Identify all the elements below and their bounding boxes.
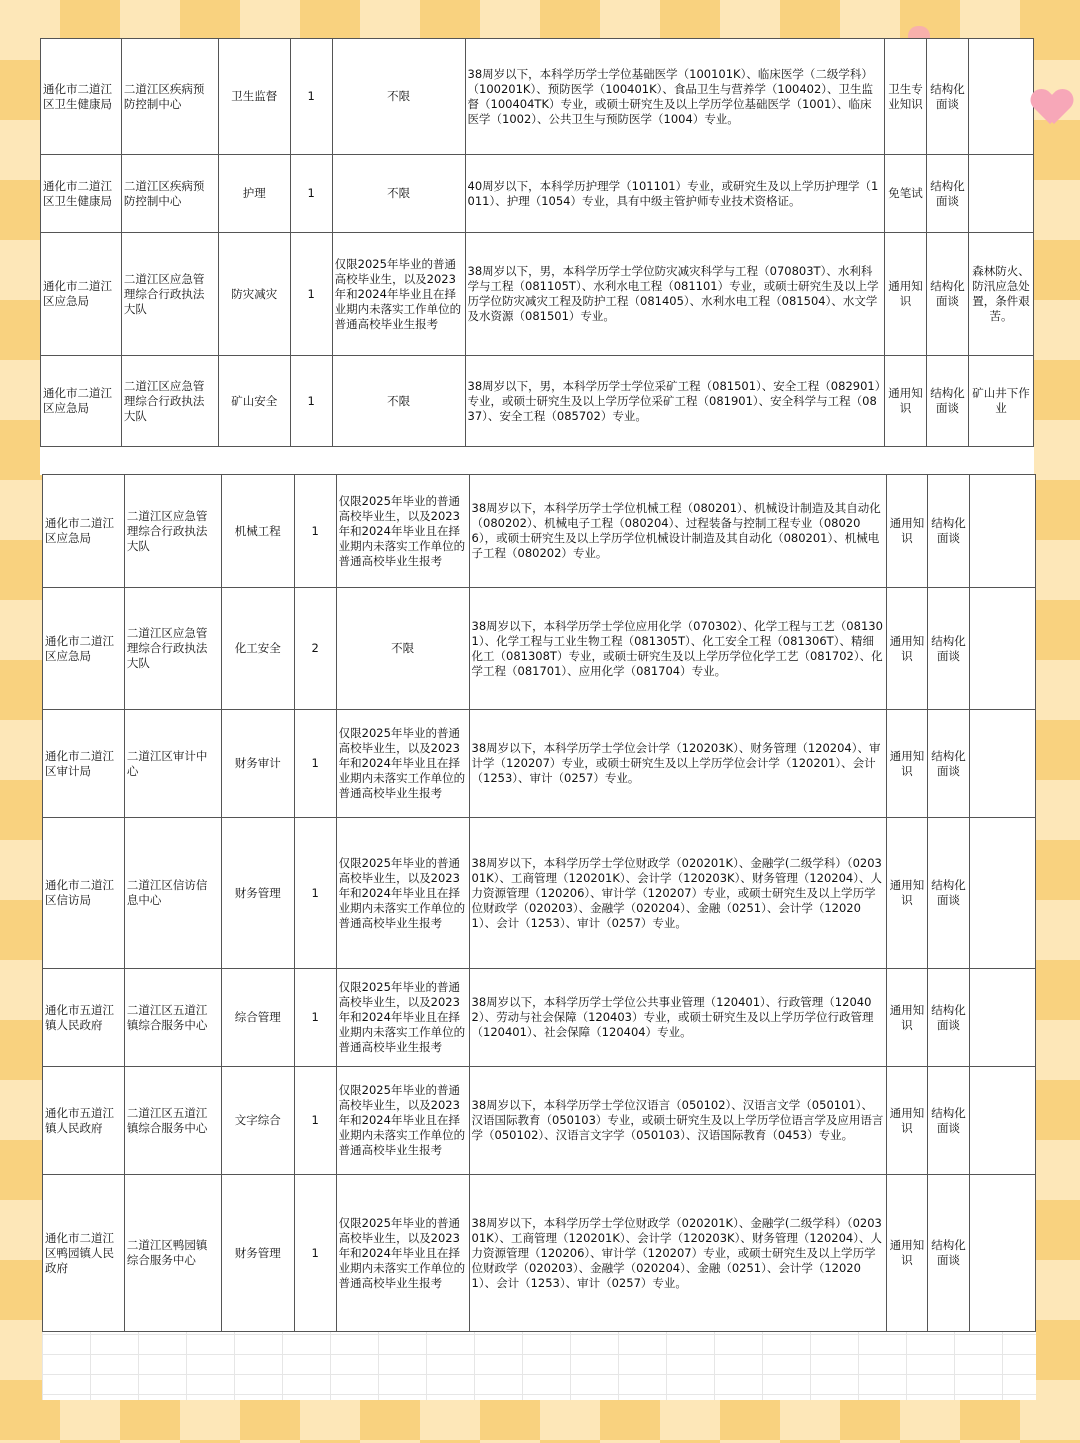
- scope-cell: 仅限2025年毕业的普通高校毕业生，以及2023年和2024年毕业且在择业期内未落实工作单位的普通高校毕业生报考: [336, 475, 469, 588]
- exam-cell: 卫生专业知识: [885, 39, 927, 155]
- unit-cell: 二道江区五道江镇综合服务中心: [124, 1067, 221, 1175]
- dept-cell: 通化市二道江区审计局: [43, 710, 125, 818]
- note-cell: [970, 475, 1036, 588]
- count-cell: 1: [290, 356, 332, 447]
- scope-cell: 不限: [336, 588, 469, 710]
- table-row: [41, 356, 1034, 447]
- count-cell: 1: [294, 818, 336, 969]
- post-cell: 化工安全: [221, 588, 294, 710]
- interview-cell: 结构化面谈: [927, 233, 969, 356]
- count-cell: 1: [290, 155, 332, 233]
- exam-cell: 通用知识: [887, 710, 928, 818]
- note-cell: [968, 155, 1033, 233]
- count-cell: 1: [294, 710, 336, 818]
- dept-cell: 通化市二道江区应急局: [41, 233, 122, 356]
- table-sheet-top: [40, 38, 1034, 475]
- table-row: [43, 818, 1036, 969]
- note-cell: 矿山井下作业: [968, 356, 1033, 447]
- dept-cell: 通化市二道江区鸭园镇人民政府: [43, 1175, 125, 1332]
- requirement-cell: 40周岁以下，本科学历护理学（101101）专业，或研究生及以上学历护理学（1011）、护理（1054）专业，具有中级主管护师专业技术资格证。: [465, 155, 885, 233]
- note-cell: [970, 969, 1036, 1067]
- dept-cell: 通化市二道江区信访局: [43, 818, 125, 969]
- requirement-cell: 38周岁以下，本科学历学士学位机械工程（080201）、机械设计制造及其自动化（080202）、机械电子工程（080204）、过程装备与控制工程专业（080206），或硕士研究生及以上学历学位机械设计制造及其自动化（080201）、机械电子工程（080202）专业。: [469, 475, 887, 588]
- interview-cell: 结构化面谈: [928, 969, 970, 1067]
- count-cell: 1: [294, 475, 336, 588]
- interview-cell: 结构化面谈: [928, 710, 970, 818]
- note-cell: [968, 39, 1033, 155]
- table-row: [43, 1067, 1036, 1175]
- post-cell: 护理: [218, 155, 290, 233]
- unit-cell: 二道江区应急管理综合行政执法大队: [124, 588, 221, 710]
- scope-cell: 不限: [332, 155, 465, 233]
- note-cell: [970, 588, 1036, 710]
- count-cell: 1: [294, 969, 336, 1067]
- table-row: [43, 969, 1036, 1067]
- exam-cell: 通用知识: [887, 969, 928, 1067]
- requirement-cell: 38周岁以下，男，本科学历学士学位采矿工程（081501）、安全工程（082901）专业，或硕士研究生及以上学历学位采矿工程（081901）、安全科学与工程（0837）、安全工程（085702）专业。: [465, 356, 885, 447]
- count-cell: 1: [294, 1175, 336, 1332]
- post-cell: 矿山安全: [218, 356, 290, 447]
- scope-cell: 仅限2025年毕业的普通高校毕业生，以及2023年和2024年毕业且在择业期内未落实工作单位的普通高校毕业生报考: [336, 818, 469, 969]
- interview-cell: 结构化面谈: [928, 1067, 970, 1175]
- scope-cell: 仅限2025年毕业的普通高校毕业生，以及2023年和2024年毕业且在择业期内未落实工作单位的普通高校毕业生报考: [336, 710, 469, 818]
- post-cell: 综合管理: [221, 969, 294, 1067]
- interview-cell: 结构化面谈: [928, 475, 970, 588]
- table-row: [41, 155, 1034, 233]
- dept-cell: 通化市二道江区卫生健康局: [41, 39, 122, 155]
- unit-cell: 二道江区应急管理综合行政执法大队: [124, 475, 221, 588]
- dept-cell: 通化市二道江区应急局: [43, 475, 125, 588]
- note-cell: [970, 1067, 1036, 1175]
- post-cell: 文字综合: [221, 1067, 294, 1175]
- scope-cell: 仅限2025年毕业的普通高校毕业生，以及2023年和2024年毕业且在择业期内未落实工作单位的普通高校毕业生报考: [336, 1067, 469, 1175]
- exam-cell: 通用知识: [887, 818, 928, 969]
- post-cell: 机械工程: [221, 475, 294, 588]
- requirement-cell: 38周岁以下，男，本科学历学士学位防灾减灾科学与工程（070803T）、水利科学与工程（081105T）、水利水电工程（081101）专业，或硕士研究生及以上学历学位防灾减灾工程及防护工程（081405）、水利水电工程（081504）、水文学及水资源（081501）专业。: [465, 233, 885, 356]
- unit-cell: 二道江区鸭园镇综合服务中心: [124, 1175, 221, 1332]
- requirement-cell: 38周岁以下，本科学历学士学位公共事业管理（120401）、行政管理（120402）、劳动与社会保障（120403）专业，或硕士研究生及以上学历学位行政管理（120401）、社会保障（120404）专业。: [469, 969, 887, 1067]
- table-row: [43, 710, 1036, 818]
- table-row: [41, 233, 1034, 356]
- unit-cell: 二道江区应急管理综合行政执法大队: [121, 233, 218, 356]
- interview-cell: 结构化面谈: [928, 1175, 970, 1332]
- table-row: [43, 588, 1036, 710]
- unit-cell: 二道江区审计中心: [124, 710, 221, 818]
- table-row: [41, 39, 1034, 155]
- post-cell: 财务审计: [221, 710, 294, 818]
- requirement-cell: 38周岁以下，本科学历学士学位财政学（020201K）、金融学(二级学科）（020301K）、工商管理（120201K）、会计学（120203K）、财务管理（120204）、人力资源管理（120206）、审计学（120207）专业，或硕士研究生及以上学历学位财政学（020203）、金融学（020204）、金融（0251）、会计学（120201）、会计（1253）、审计（0257）专业。: [469, 818, 887, 969]
- dept-cell: 通化市五道江镇人民政府: [43, 969, 125, 1067]
- requirement-cell: 38周岁以下，本科学历学士学位应用化学（070302）、化学工程与工艺（081301）、化学工程与工业生物工程（081305T）、化工安全工程（081306T）、精细化工（081308T）专业，或硕士研究生及以上学历学位化学工艺（081702）、化学工程（081701）、应用化学（081704）专业。: [469, 588, 887, 710]
- scope-cell: 仅限2025年毕业的普通高校毕业生，以及2023年和2024年毕业且在择业期内未落实工作单位的普通高校毕业生报考: [336, 969, 469, 1067]
- table-sheet-bottom: [42, 474, 1036, 1400]
- interview-cell: 结构化面谈: [927, 39, 969, 155]
- unit-cell: 二道江区信访信息中心: [124, 818, 221, 969]
- dept-cell: 通化市五道江镇人民政府: [43, 1067, 125, 1175]
- requirement-cell: 38周岁以下，本科学历学士学位基础医学（100101K）、临床医学（二级学科）（100201K）、预防医学（100401K）、食品卫生与营养学（100402）、卫生监督（100404TK）专业，或硕士研究生及以上学历学位基础医学（1001）、临床医学（1002）、公共卫生与预防医学（1004）专业。: [465, 39, 885, 155]
- exam-cell: 通用知识: [885, 233, 927, 356]
- requirement-cell: 38周岁以下，本科学历学士学位财政学（020201K）、金融学(二级学科）（020301K）、工商管理（120201K）、会计学（120203K）、财务管理（120204）、人力资源管理（120206）、审计学（120207）专业，或硕士研究生及以上学历学位财政学（020203）、金融学（020204）、金融（0251）、会计学（120201）、会计（1253）、审计（0257）专业。: [469, 1175, 887, 1332]
- unit-cell: 二道江区五道江镇综合服务中心: [124, 969, 221, 1067]
- count-cell: 1: [294, 1067, 336, 1175]
- exam-cell: 通用知识: [887, 1067, 928, 1175]
- exam-cell: 通用知识: [887, 1175, 928, 1332]
- count-cell: 1: [290, 233, 332, 356]
- job-table-bottom: [42, 474, 1036, 1332]
- interview-cell: 结构化面谈: [928, 588, 970, 710]
- post-cell: 卫生监督: [218, 39, 290, 155]
- count-cell: 2: [294, 588, 336, 710]
- table-row: [43, 475, 1036, 588]
- job-table-top: [40, 38, 1034, 447]
- post-cell: 防灾减灾: [218, 233, 290, 356]
- unit-cell: 二道江区疾病预防控制中心: [121, 155, 218, 233]
- interview-cell: 结构化面谈: [928, 818, 970, 969]
- scope-cell: 仅限2025年毕业的普通高校毕业生，以及2023年和2024年毕业且在择业期内未落实工作单位的普通高校毕业生报考: [336, 1175, 469, 1332]
- note-cell: [970, 1175, 1036, 1332]
- note-cell: 森林防火、防汛应急处置，条件艰苦。: [968, 233, 1033, 356]
- dept-cell: 通化市二道江区应急局: [41, 356, 122, 447]
- heart-decoration-icon: [1032, 90, 1072, 126]
- unit-cell: 二道江区应急管理综合行政执法大队: [121, 356, 218, 447]
- note-cell: [970, 710, 1036, 818]
- unit-cell: 二道江区疾病预防控制中心: [121, 39, 218, 155]
- dept-cell: 通化市二道江区卫生健康局: [41, 155, 122, 233]
- post-cell: 财务管理: [221, 1175, 294, 1332]
- table-row: [43, 1175, 1036, 1332]
- scope-cell: 不限: [332, 39, 465, 155]
- requirement-cell: 38周岁以下，本科学历学士学位会计学（120203K）、财务管理（120204）、审计学（120207）专业，或硕士研究生及以上学历学位会计学（120201）、会计（1253）、审计（0257）专业。: [469, 710, 887, 818]
- note-cell: [970, 818, 1036, 969]
- requirement-cell: 38周岁以下，本科学历学士学位汉语言（050102）、汉语言文学（050101）、汉语国际教育（050103）专业，或硕士研究生及以上学历学位语言学及应用语言学（050102）、汉语言文字学（050103）、汉语国际教育（0453）专业。: [469, 1067, 887, 1175]
- scope-cell: 仅限2025年毕业的普通高校毕业生，以及2023年和2024年毕业且在择业期内未落实工作单位的普通高校毕业生报考: [332, 233, 465, 356]
- exam-cell: 免笔试: [885, 155, 927, 233]
- count-cell: 1: [290, 39, 332, 155]
- exam-cell: 通用知识: [887, 588, 928, 710]
- dept-cell: 通化市二道江区应急局: [43, 588, 125, 710]
- exam-cell: 通用知识: [885, 356, 927, 447]
- exam-cell: 通用知识: [887, 475, 928, 588]
- interview-cell: 结构化面谈: [927, 356, 969, 447]
- scope-cell: 不限: [332, 356, 465, 447]
- post-cell: 财务管理: [221, 818, 294, 969]
- interview-cell: 结构化面谈: [927, 155, 969, 233]
